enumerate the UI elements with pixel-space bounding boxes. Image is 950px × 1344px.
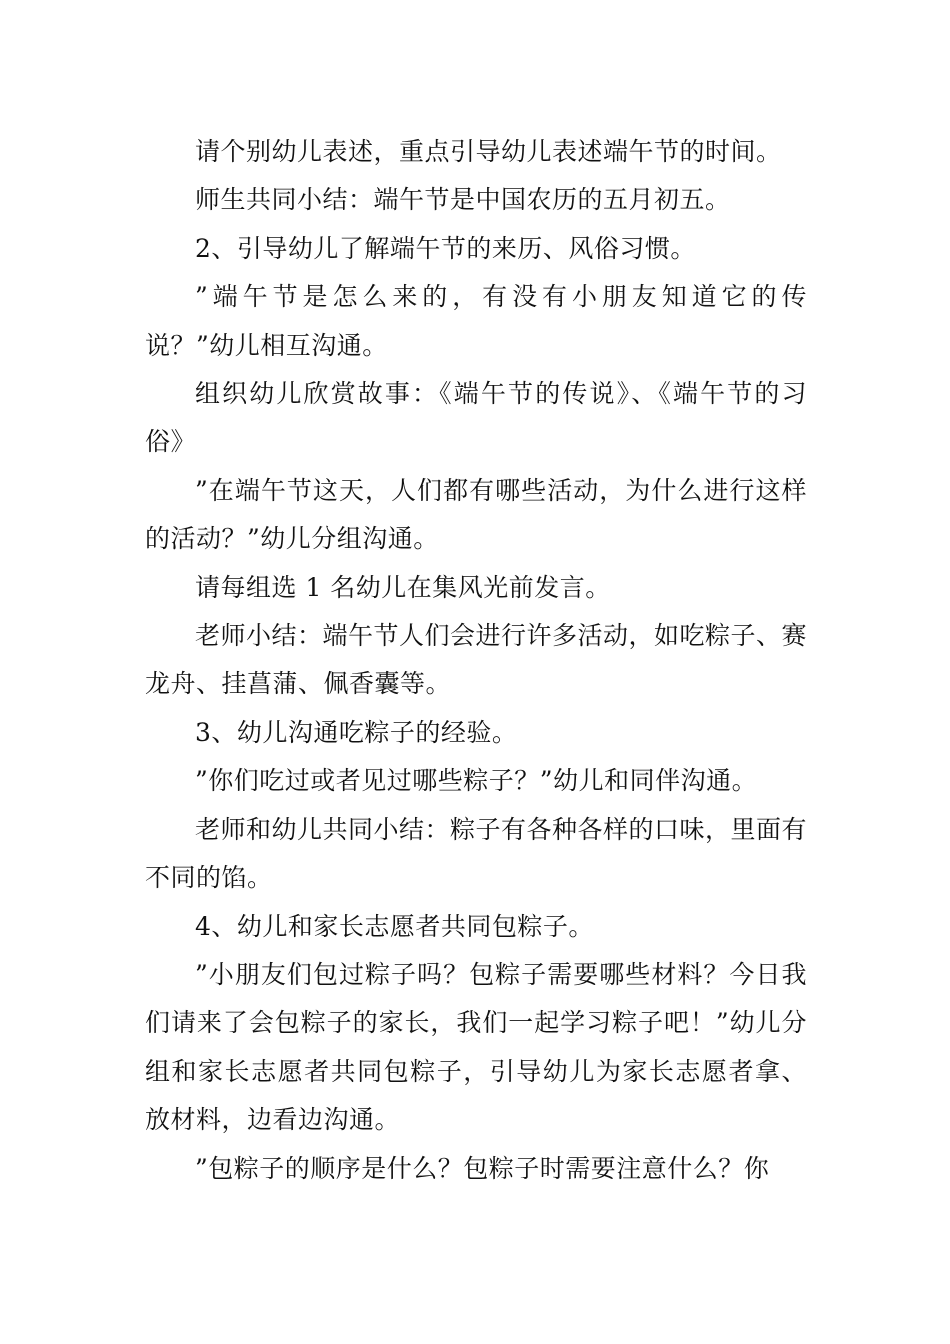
paragraph: 老师和幼儿共同小结：粽子有各种各样的口味，里面有不同的馅。 [145,814,808,893]
paragraph: ”包粽子的顺序是什么？包粽子时需要注意什么？你 [195,1153,770,1183]
paragraph: ”在端午节这天，人们都有哪些活动，为什么进行这样的活动？”幼儿分组沟通。 [145,475,807,554]
paragraph: 老师小结：端午节人们会进行许多活动，如吃粽子、赛龙舟、挂菖蒲、佩香囊等。 [145,621,808,699]
paragraph: ”端午节是怎么来的，有没有小朋友知道它的传说？”幼儿相互沟通。 [145,282,807,360]
paragraph: 4、幼儿和家长志愿者共同包粽子。 [195,911,594,941]
document-body [145,128,807,1193]
paragraph: ”小朋友们包过粽子吗？包粽子需要哪些材料？今日我们请来了会包粽子的家长，我们一起学习粽子吧！”幼儿分组和家长志愿者共同包粽子，引导幼儿为家长志愿者拿、放材料，边看边沟通。 [145,959,807,1135]
paragraph: 请每组选 1 名幼儿在集风光前发言。 [195,572,611,602]
paragraph: ”你们吃过或者见过哪些粽子？”幼儿和同伴沟通。 [195,766,758,796]
paragraph: 3、幼儿沟通吃粽子的经验。 [195,717,518,747]
paragraph: 组织幼儿欣赏故事：《端午节的传说》、《端午节的习俗》 [145,379,807,457]
paragraph: 请个别幼儿表述，重点引导幼儿表述端午节的时间。 [195,137,782,166]
paragraph: 2、引导幼儿了解端午节的来历、风俗习惯。 [195,233,696,263]
paragraph: 师生共同小结：端午节是中国农历的五月初五。 [195,185,731,215]
